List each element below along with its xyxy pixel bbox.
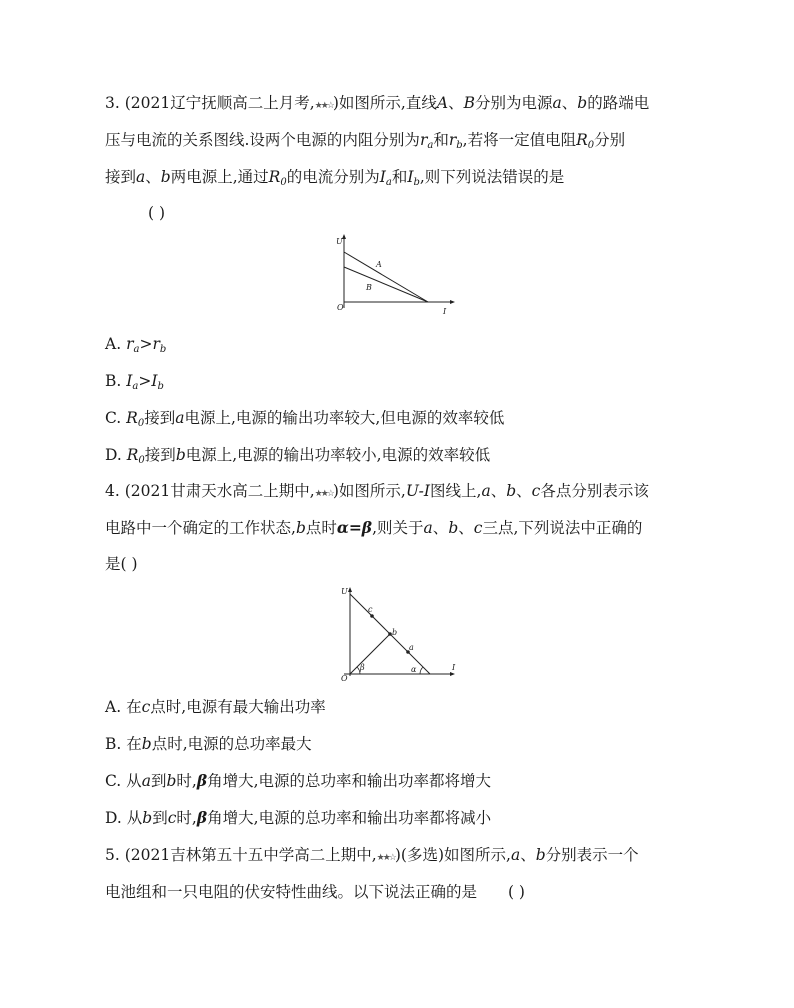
q4-line-2: 电路中一个确定的工作状态,b点时α=β,则关于a、b、c三点,下列说法中正确的 <box>105 518 643 537</box>
q5-line-2: 电池组和一只电阻的伏安特性曲线。以下说法正确的是 ( ) <box>105 883 525 901</box>
q3-origin-label: O <box>337 303 344 312</box>
q3-ui-graph <box>330 232 465 322</box>
q4-alpha-label: α <box>411 665 417 674</box>
q5-source: (2021吉林第五十五中学高二上期中, <box>124 846 377 864</box>
q4-origin-label: O <box>341 674 348 682</box>
q4-u-label: U <box>341 587 348 596</box>
q3-i-arrow-icon <box>450 300 455 304</box>
q3-line-1: 3. (2021辽宁抚顺高二上月考,★★☆)如图所示,直线A、B分别为电源a、b的路端电 <box>105 94 650 112</box>
q4-c-label: c <box>368 605 373 614</box>
q4-beta-label: β <box>360 663 365 672</box>
q4-radius-line <box>350 634 390 674</box>
q4-b-label: b <box>392 628 398 637</box>
q3-line-a <box>344 252 428 302</box>
q3-u-label: U <box>336 237 343 246</box>
q3-option-b[interactable]: B. $I_a>I_b$ <box>105 372 164 392</box>
q3-option-d[interactable]: D. $R_0$接到b电源上,电源的输出功率较小,电源的效率较低 <box>105 446 491 466</box>
q4-i-arrow-icon <box>450 672 455 676</box>
q3-line-3: 接到a、b两电源上,通过$R_0$的电流分别为$I_a$和$I_b$,则下列说法错误的是 <box>105 168 565 188</box>
q3-option-a[interactable]: A. $r_a>r_b$ <box>105 335 167 355</box>
q5-number: 5. <box>105 846 120 864</box>
q4-i-label: I <box>452 663 456 672</box>
q4-source: (2021甘肃天水高二上期中, <box>124 482 315 500</box>
q4-option-b[interactable]: B. 在b点时,电源的总功率最大 <box>105 735 312 753</box>
q3-number: 3. <box>105 94 120 112</box>
q4-option-a[interactable]: A. 在c点时,电源有最大输出功率 <box>105 698 326 716</box>
q4-point-c <box>370 614 374 618</box>
q5-answer-paren: ( ) <box>507 883 525 901</box>
q4-option-c[interactable]: C. 从a到b时,β角增大,电源的总功率和输出功率都将增大 <box>105 771 492 790</box>
q4-a-label: a <box>409 643 414 652</box>
q5-line-1: 5. (2021吉林第五十五中学高二上期中,★★☆)(多选)如图所示,a、b分别表示一个 <box>105 846 639 864</box>
difficulty-stars-icon: ★★☆ <box>314 489 333 499</box>
q3-line-b-label: B <box>366 283 372 292</box>
q3-i-label: I <box>443 307 447 316</box>
q3-line-b <box>344 267 428 302</box>
difficulty-stars-icon: ★★☆ <box>314 101 333 111</box>
q4-alpha-arc <box>420 667 423 674</box>
difficulty-stars-icon: ★★☆ <box>376 853 395 863</box>
q3-line-2: 压与电流的关系图线.设两个电源的内阻分别为$r_a$和$r_b$,若将一定值电阻$R_0$分别 <box>105 131 626 151</box>
q3-answer-paren: ( ) <box>148 204 166 222</box>
q3-line-a-label: A <box>376 260 382 269</box>
q3-option-c[interactable]: C. $R_0$接到a电源上,电源的输出功率较大,但电源的效率较低 <box>105 409 505 429</box>
q4-ui-graph <box>334 584 464 682</box>
q3-source: (2021辽宁抚顺高二上月考, <box>124 94 315 112</box>
q4-option-d[interactable]: D. 从b到c时,β角增大,电源的总功率和输出功率都将减小 <box>105 808 492 827</box>
q4-number: 4. <box>105 482 120 500</box>
q4-line-1: 4. (2021甘肃天水高二上期中,★★☆)如图所示,U-I图线上,a、b、c各点分别表示该 <box>105 482 649 500</box>
q4-line-3: 是( ) <box>105 555 138 573</box>
q4-u-arrow-icon <box>348 587 352 592</box>
